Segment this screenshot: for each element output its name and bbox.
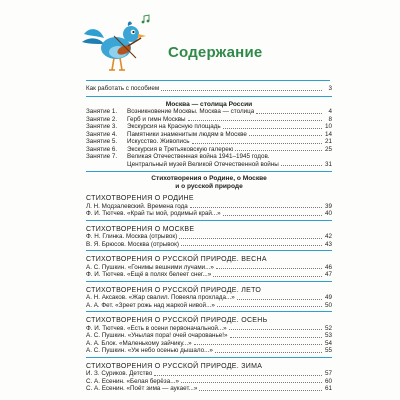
group-divider (86, 220, 332, 221)
leader-dots (194, 344, 322, 345)
bird-violinist-illustration (78, 14, 158, 78)
toc-entry-text: С. А. Есенин. «Поёт зима — аукает...» (86, 385, 198, 393)
toc-page-number: 8 (328, 115, 332, 123)
poem-group (86, 195, 332, 221)
toc-page-number: 43 (324, 240, 332, 248)
leader-dots (223, 128, 322, 129)
leader-dots (223, 215, 322, 216)
section-title: Москва — столица России (165, 100, 253, 108)
poem-group-heading: СТИХОТВОРЕНИЯ О РОДИНЕ (86, 195, 194, 203)
toc-page-number: 21 (324, 138, 332, 145)
lesson-label: Занятие 3. (86, 123, 118, 130)
group-divider (86, 311, 332, 312)
toc-page-number: 57 (324, 370, 332, 378)
toc-page-number: 4 (328, 108, 332, 115)
poem-group (86, 256, 332, 282)
toc-entry-row (86, 264, 332, 272)
leader-dots (216, 268, 322, 269)
toc-page-number: 47 (324, 271, 332, 279)
lesson-label: Занятие 6. (86, 145, 118, 153)
leader-dots (181, 382, 322, 383)
toc-entry-row (86, 123, 332, 131)
page-title: Содержание (168, 44, 263, 61)
lesson-title-line1: Великая Отечественная война 1941–1945 годов. (127, 153, 270, 160)
toc-page-number: 52 (324, 324, 332, 332)
toc-entry-row (86, 203, 332, 211)
toc-entry-row (86, 347, 332, 355)
toc-entry-text: Ф. И. Тютчев. «Край ты мой, родимый край...» (86, 210, 221, 218)
leader-dots (215, 352, 322, 353)
leader-dots (190, 207, 322, 208)
toc-entry-text: Экскурсия на Красную площадь (127, 123, 221, 130)
leader-dots (179, 238, 322, 239)
top-divider (86, 80, 330, 81)
toc-entry-text: А. Н. Аксаков. «Жар свалил. Повеяла прохлада...» (86, 294, 235, 302)
toc-entry-row (86, 116, 332, 124)
toc-entry-text: Л. Н. Модзалевский. Времена года (86, 202, 188, 210)
lesson-label: Занятие 2. (86, 115, 118, 123)
toc-entry-text: С. А. Есенин. «Белая берёза...» (86, 377, 179, 385)
leader-dots (256, 113, 322, 114)
toc-entry-text: А. С. Пушкин. «Уж небо осенью дышало...» (86, 347, 213, 355)
lesson-label: Занятие 4. (86, 130, 118, 138)
toc-page-number: 54 (324, 339, 332, 347)
leader-dots (229, 329, 322, 330)
toc-entry-row (86, 385, 332, 393)
section-title-line2: и о русской природе (175, 182, 243, 190)
poem-group-heading: СТИХОТВОРЕНИЯ О РУССКОЙ ПРИРОДЕ. ЗИМА (86, 362, 263, 370)
toc-entry-text: Герб и гимн Москвы (127, 115, 186, 123)
toc-entry-row (86, 131, 332, 139)
leader-dots (154, 375, 322, 376)
leader-dots (249, 135, 322, 136)
toc-entry-row (86, 340, 332, 348)
poem-group (86, 226, 332, 252)
toc-intro-row (86, 85, 332, 93)
leader-dots (188, 120, 322, 121)
leader-dots (235, 150, 322, 151)
toc-page-number: 60 (324, 377, 332, 385)
toc-page-number: 53 (324, 332, 332, 340)
lesson-title-line2: Центральный музей Великой Отечественной войны (127, 160, 279, 168)
toc-entry-text: А. С. Пушкин. «Гонимы вешними лучами...» (86, 263, 214, 271)
toc-entry-row (86, 241, 332, 249)
toc-entry-row (86, 294, 332, 302)
toc-page-number: 25 (324, 145, 332, 153)
toc-entry-row (86, 271, 332, 279)
poem-group-heading: СТИХОТВОРЕНИЯ О РУССКОЙ ПРИРОДЕ. ОСЕНЬ (86, 317, 268, 325)
toc-entry-text: И. З. Суриков. Детство (86, 370, 153, 378)
group-divider (86, 250, 332, 251)
lesson-label: Занятие 5. (86, 138, 118, 145)
section-title-line1: Стихотворения о Родине, о Москве (151, 175, 267, 182)
toc-entry-text: Ф. И. Тютчев. «Ещё в полях белеет снег...» (86, 271, 212, 279)
toc-entry-text: Ф. Н. Глинка. Москва (отрывок) (86, 233, 178, 241)
section-divider (86, 171, 332, 172)
toc-entry-row (86, 332, 332, 340)
toc-page-number: 49 (324, 294, 332, 302)
toc-entry-row (86, 138, 332, 146)
toc-page-number: 55 (324, 347, 332, 355)
toc-page-number: 31 (324, 160, 332, 168)
table-of-contents (86, 85, 332, 393)
lesson-label: Занятие 1. (86, 108, 118, 115)
toc-entry-row (86, 302, 332, 310)
toc-page-number: 61 (324, 385, 332, 393)
toc-entry-text: В. Я. Брюсов. Москва (отрывок) (86, 240, 179, 248)
toc-page-number: 42 (324, 233, 332, 241)
group-divider (86, 357, 332, 358)
toc-entry-row (86, 108, 332, 116)
leader-dots (237, 299, 322, 300)
poem-group (86, 287, 332, 313)
toc-entry-text: Экскурсия в Третьяковскую галерею (127, 145, 234, 153)
toc-entry-row (86, 378, 332, 386)
toc-intro-text: Как работать с пособием (86, 85, 160, 92)
leader-dots (161, 90, 322, 91)
toc-entry-text: Памятники знаменитым людям в Москве (127, 130, 247, 138)
poem-group-heading: СТИХОТВОРЕНИЯ О РУССКОЙ ПРИРОДЕ. ВЕСНА (86, 256, 267, 264)
toc-page-number: 10 (324, 123, 332, 130)
toc-entry-text: Ф. И. Тютчев. «Есть в осени первоначальной...» (86, 324, 227, 332)
group-divider (86, 281, 332, 282)
section-title (86, 175, 332, 190)
toc-entry-row (86, 325, 332, 333)
leader-dots (230, 337, 322, 338)
lessons-list (86, 108, 332, 153)
leader-dots (199, 390, 322, 391)
poem-group (86, 317, 332, 358)
leader-dots (181, 245, 322, 246)
toc-entry-row (86, 370, 332, 378)
toc-entry-row (86, 146, 332, 154)
toc-page-number: 50 (324, 301, 332, 309)
toc-page-number: 3 (328, 85, 332, 92)
poem-groups (86, 195, 332, 393)
lesson-label: Занятие 7. (86, 153, 118, 160)
toc-entry-text: А. С. Пушкин. «Унылая пора! очей очарованье!» (86, 332, 228, 340)
leader-dots (281, 165, 322, 166)
toc-lesson-row (86, 153, 332, 168)
toc-entry-text: А. А. Фет. «Зреет рожь над жаркой нивой...» (86, 301, 215, 309)
section-divider (86, 96, 332, 97)
leader-dots (192, 143, 323, 144)
poem-group-heading: СТИХОТВОРЕНИЯ О РУССКОЙ ПРИРОДЕ. ЛЕТО (86, 286, 262, 294)
poem-group (86, 363, 332, 393)
leader-dots (213, 276, 322, 277)
toc-entry-text: Искусство. Живопись (127, 138, 190, 145)
toc-entry-row (86, 233, 332, 241)
toc-entry-text: А. А. Блок. «Маленькому зайчику...» (86, 339, 192, 347)
poem-group-heading: СТИХОТВОРЕНИЯ О МОСКВЕ (86, 225, 195, 233)
toc-page-number: 46 (324, 263, 332, 271)
toc-page-number: 14 (324, 130, 332, 138)
toc-page-number: 40 (324, 210, 332, 218)
toc-entry-text: Возникновение Москвы. Москва — столица (127, 108, 255, 115)
page-header (0, 14, 400, 80)
toc-page-number: 39 (324, 202, 332, 210)
toc-entry-row (86, 210, 332, 218)
leader-dots (217, 306, 322, 307)
